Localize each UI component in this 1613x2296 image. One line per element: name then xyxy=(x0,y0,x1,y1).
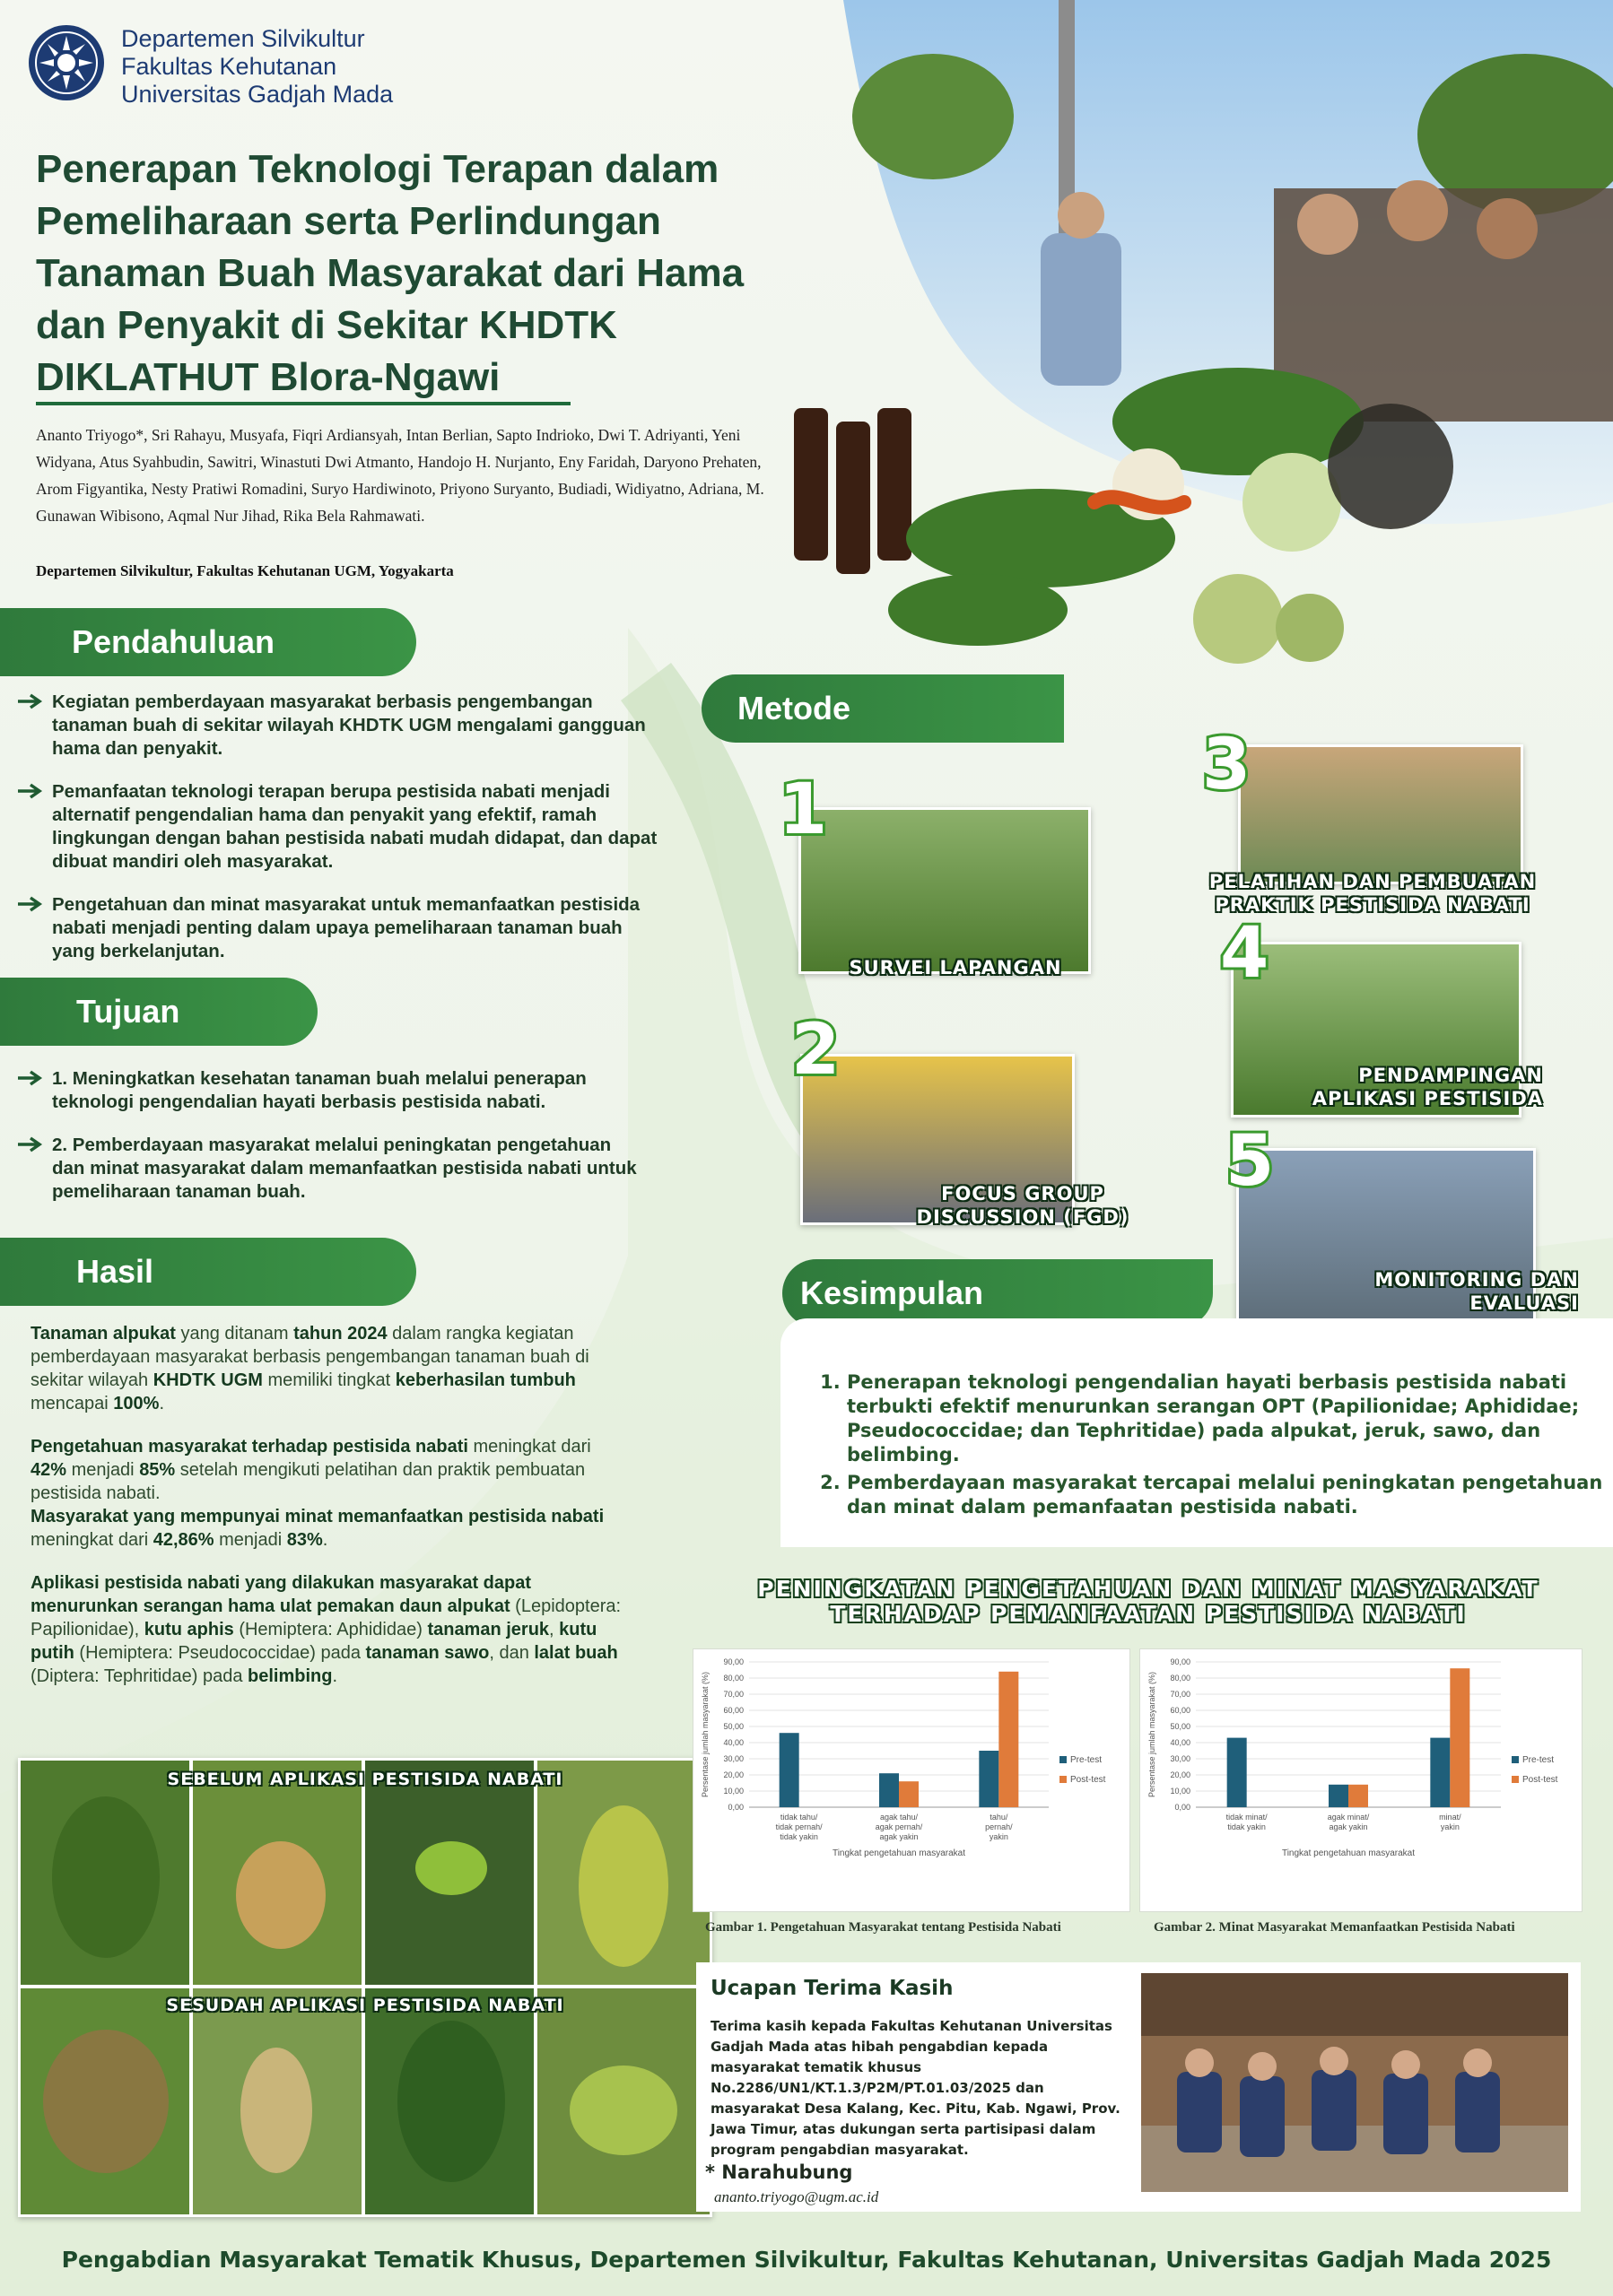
y-tick-label: 0,00 xyxy=(728,1803,744,1812)
arrow-bullet-icon xyxy=(18,783,45,799)
group-photo xyxy=(1141,1973,1568,2192)
bar-pre-test xyxy=(1430,1738,1450,1807)
hasil-span: . xyxy=(159,1394,164,1413)
bar-pre-test xyxy=(780,1733,799,1807)
hero-photo-collage xyxy=(772,0,1613,691)
hasil-bold: kutu putih xyxy=(31,1620,597,1663)
step-1-photo xyxy=(798,807,1091,974)
kesimpulan-item: 2. Pemberdayaan masyarakat tercapai melalui peningkatan pengetahuan dan minat dalam pemanfaatan pestisida nabati. xyxy=(847,1471,1609,1519)
hasil-text xyxy=(31,1322,623,1688)
after-label: SESUDAH APLIKASI PESTISIDA NABATI xyxy=(166,1996,564,2015)
hasil-bold: keberhasilan tumbuh xyxy=(395,1370,576,1390)
hasil-span: . xyxy=(322,1530,328,1550)
hasil-span: menjadi xyxy=(66,1460,140,1480)
hasil-span: (Diptera: Tephritidae) pada xyxy=(31,1666,248,1686)
thanks-body: Terima kasih kepada Fakultas Kehutanan Universitas Gadjah Mada atas hibah pengabdian kepada masyarakat tematik khusus No.2286/UN1/KT.1.3/P2M/PT.01.03/2025 dan masyarakat Desa Kalang, Kec. Pitu, Kab. Ngawi, Prov. Jawa Timur, atas dukungan serta partisipasi dalam program pengabdian masyarakat. xyxy=(711,2018,1120,2158)
y-tick-label: 90,00 xyxy=(1170,1657,1190,1666)
x-tick-label: agak yakin xyxy=(1329,1822,1368,1831)
institution-line: Departemen Silvikultur xyxy=(121,25,365,52)
before-after-grid xyxy=(18,1758,712,2217)
y-tick-label: 50,00 xyxy=(1170,1722,1190,1731)
title-line: Pemeliharaan serta Perlindungan xyxy=(36,199,661,243)
institution-line: Universitas Gadjah Mada xyxy=(121,81,394,108)
pendahuluan-item-text: Pemanfaatan teknologi terapan berupa pestisida nabati menjadi alternatif pengendalian hama dan penyakit yang efektif, ramah lingkungan dengan bahan pestisida nabati mudah didapat, dan dapat dibuat mandiri oleh masyarakat. xyxy=(52,781,658,872)
y-tick-label: 70,00 xyxy=(723,1690,744,1699)
hasil-bold: tanaman sawo xyxy=(365,1643,490,1663)
x-tick-label: agak minat/ xyxy=(1327,1813,1370,1822)
pendahuluan-list xyxy=(18,691,664,983)
legend-swatch xyxy=(1059,1756,1067,1763)
bar-post-test xyxy=(899,1781,919,1807)
hasil-span: mencapai xyxy=(31,1394,114,1413)
hasil-span: (Hemiptera: Aphididae) xyxy=(233,1620,428,1639)
y-tick-label: 0,00 xyxy=(1174,1803,1190,1812)
kesimpulan-heading xyxy=(782,1259,1213,1327)
title-line: DIKLATHUT Blora-Ngawi xyxy=(36,355,501,399)
poster-title xyxy=(36,144,772,404)
chart-2 xyxy=(1140,1649,1582,1911)
bar-pre-test xyxy=(979,1751,998,1807)
step-4-label: PENDAMPINGAN APLIKASI PESTISIDA xyxy=(1312,1065,1543,1109)
x-tick-label: tidak minat/ xyxy=(1225,1813,1268,1822)
chart-1-caption: Gambar 1. Pengetahuan Masyarakat tentang Pestisida Nabati xyxy=(705,1920,1061,1935)
step-3-label: PELATIHAN DAN PEMBUATAN PRAKTIK PESTISIDA NABATI xyxy=(1208,871,1537,916)
x-tick-label: tidak yakin xyxy=(1227,1822,1266,1831)
metode-heading xyxy=(702,674,1064,743)
x-tick-label: agak tahu/ xyxy=(879,1813,919,1822)
hasil-paragraph xyxy=(31,1571,623,1688)
y-tick-label: 80,00 xyxy=(1170,1674,1190,1683)
legend-swatch xyxy=(1512,1756,1519,1763)
hasil-bold: 83% xyxy=(286,1530,323,1550)
arrow-bullet-icon xyxy=(18,1136,45,1152)
y-tick-label: 70,00 xyxy=(1170,1690,1190,1699)
y-axis-label: Persentase jumlah masyarakat (%) xyxy=(701,1671,710,1798)
hasil-bold: KHDTK UGM xyxy=(153,1370,263,1390)
y-tick-label: 30,00 xyxy=(723,1754,744,1763)
title-line: Tanaman Buah Masyarakat dari Hama xyxy=(36,251,745,295)
hasil-span: meningkat dari xyxy=(467,1437,591,1457)
kesimpulan-heading-text: Kesimpulan xyxy=(800,1274,984,1311)
step-5-label: MONITORING DAN EVALUASI xyxy=(1374,1269,1579,1314)
contact-label: * Narahubung xyxy=(705,2161,853,2183)
hasil-bold: 42% xyxy=(31,1460,67,1480)
chart-2-caption: Gambar 2. Minat Masyarakat Memanfaatkan Pestisida Nabati xyxy=(1154,1920,1515,1935)
hasil-bold: Pengetahuan masyarakat terhadap pestisida nabati xyxy=(31,1437,468,1457)
hasil-span: (Hemiptera: Pseudococcidae) pada xyxy=(74,1643,366,1663)
title-underline xyxy=(36,402,571,405)
x-tick-label: agak yakin xyxy=(879,1832,919,1841)
tujuan-item-text: 1. Meningkatkan kesehatan tanaman buah melalui penerapan teknologi pengendalian hayati berbasis pestisida nabati. xyxy=(52,1068,587,1112)
arrow-bullet-icon xyxy=(18,693,45,709)
title-line: dan Penyakit di Sekitar KHDTK xyxy=(36,303,617,347)
y-tick-label: 30,00 xyxy=(1170,1754,1190,1763)
y-tick-label: 90,00 xyxy=(723,1657,744,1666)
tujuan-item xyxy=(18,1134,637,1204)
bar-pre-test xyxy=(1227,1738,1247,1807)
bar-post-test xyxy=(1348,1785,1368,1807)
charts-title-line: PENINGKATAN PENGETAHUAN DAN MINAT MASYARAKAT xyxy=(757,1576,1539,1602)
kesimpulan-list xyxy=(825,1370,1609,1523)
step-4-number: 4 xyxy=(1220,913,1269,994)
institution-line: Fakultas Kehutanan xyxy=(121,53,337,80)
pendahuluan-item xyxy=(18,691,664,761)
hasil-span: , xyxy=(549,1620,560,1639)
hasil-bold: tanaman jeruk xyxy=(427,1620,550,1639)
step-2-number: 2 xyxy=(791,1010,841,1091)
hasil-bold: Tanaman alpukat xyxy=(31,1324,176,1344)
x-tick-label: agak pernah/ xyxy=(875,1822,923,1831)
legend-label: Post-test xyxy=(1070,1775,1106,1785)
bar-pre-test xyxy=(1329,1785,1348,1807)
step-5-number: 5 xyxy=(1225,1121,1275,1202)
y-tick-label: 80,00 xyxy=(723,1674,744,1683)
hasil-span: yang ditanam xyxy=(175,1324,294,1344)
hasil-bold: alpukat xyxy=(447,1596,510,1616)
hasil-bold: Aplikasi pestisida nabati yang dilakukan masyarakat dapat menurunkan serangan hama ulat pemakan daun xyxy=(31,1573,531,1616)
hasil-bold: lalat buah xyxy=(534,1643,618,1663)
bar-pre-test xyxy=(879,1773,899,1807)
arrow-bullet-icon xyxy=(18,896,45,912)
hasil-span: , dan xyxy=(489,1643,535,1663)
chart-1-card xyxy=(693,1648,1130,1912)
step-3-photo xyxy=(1238,744,1523,884)
hasil-bold: 85% xyxy=(139,1460,176,1480)
y-tick-label: 50,00 xyxy=(723,1722,744,1731)
tujuan-item-text: 2. Pemberdayaan masyarakat melalui peningkatan pengetahuan dan minat masyarakat dalam memanfaatkan pestisida nabati untuk pemeliharaan tanaman buah. xyxy=(52,1135,637,1202)
x-tick-label: tidak yakin xyxy=(780,1832,818,1841)
pendahuluan-heading xyxy=(0,608,416,676)
tujuan-list xyxy=(18,1067,637,1223)
kesimpulan-box xyxy=(780,1318,1613,1547)
charts-title-line: TERHADAP PEMANFAATAN PESTISIDA NABATI xyxy=(830,1601,1467,1627)
hasil-span: meningkat dari xyxy=(31,1530,153,1550)
contact-email: ananto.triyogo@ugm.ac.id xyxy=(714,2188,879,2205)
title-line: Penerapan Teknologi Terapan dalam xyxy=(36,147,719,191)
legend-label: Post-test xyxy=(1522,1775,1558,1785)
arrow-bullet-icon xyxy=(18,1070,45,1086)
x-tick-label: tahu/ xyxy=(990,1813,1008,1822)
footer: Pengabdian Masyarakat Tematik Khusus, Departemen Silvikultur, Fakultas Kehutanan, Universitas Gadjah Mada 2025 xyxy=(61,2246,1552,2273)
affiliation: Departemen Silvikultur, Fakultas Kehutanan UGM, Yogyakarta xyxy=(36,562,454,579)
chart-1 xyxy=(693,1649,1129,1911)
x-tick-label: yakin xyxy=(989,1832,1008,1841)
hasil-bold: kutu aphis xyxy=(144,1620,234,1639)
hasil-span: dalam rangka kegiatan pemberdayaan masyarakat berbasis pengembangan tanaman buah di sekitar wilayah xyxy=(31,1324,589,1390)
legend-label: Pre-test xyxy=(1522,1755,1555,1765)
tujuan-item xyxy=(18,1067,637,1114)
hasil-bold: Masyarakat yang mempunyai minat memanfaatkan pestisida nabati xyxy=(31,1507,605,1526)
y-tick-label: 40,00 xyxy=(723,1738,744,1747)
y-tick-label: 40,00 xyxy=(1170,1738,1190,1747)
legend-swatch xyxy=(1512,1776,1519,1783)
pendahuluan-item-text: Kegiatan pemberdayaan masyarakat berbasis pengembangan tanaman buah di sekitar wilayah KHDTK UGM mengalami gangguan hama dan penyakit. xyxy=(52,691,646,759)
hasil-bold: belimbing xyxy=(248,1666,333,1686)
hasil-paragraph xyxy=(31,1505,623,1552)
ugm-logo xyxy=(27,23,106,102)
y-tick-label: 10,00 xyxy=(1170,1787,1190,1796)
tujuan-heading xyxy=(0,978,318,1046)
step-1-number: 1 xyxy=(779,770,828,850)
pendahuluan-item-text: Pengetahuan dan minat masyarakat untuk memanfaatkan pestisida nabati menjadi penting dalam upaya pemeliharaan tanaman buah yang berkelanjutan. xyxy=(52,894,641,961)
hasil-paragraph xyxy=(31,1322,623,1415)
authors: Ananto Triyogo*, Sri Rahayu, Musyafa, Fiqri Ardiansyah, Intan Berlian, Sapto Indrioko, Dwi T. Adriyanti, Yeni Widyana, Atus Syahbudin, Sawitri, Winastuti Dwi Atmanto, Handojo H. Nurjanto, Eny Faridah, Daryono Prehaten, Arom Figyantika, Nesty Pratiwi Romadini, Suryo Hardiwinoto, Priyono Suryanto, Budiadi, Widiyatno, Adriana, M. Gunawan Wibisono, Aqmal Nur Jihad, Rika Bela Rahmawati. xyxy=(36,426,764,525)
hasil-paragraph xyxy=(31,1435,623,1505)
x-tick-label: tidak tahu/ xyxy=(780,1813,818,1822)
x-tick-label: pernah/ xyxy=(985,1822,1013,1831)
kesimpulan-item: 1. Penerapan teknologi pengendalian hayati berbasis pestisida nabati terbukti efektif menurunkan serangan OPT (Papilionidae; Aphididae; Pseudococcidae; dan Tephritidae) pada alpukat, jeruk, sawo, dan belimbing. xyxy=(847,1370,1609,1467)
y-tick-label: 20,00 xyxy=(1170,1770,1190,1779)
hasil-span: memiliki tingkat xyxy=(262,1370,396,1390)
pendahuluan-item xyxy=(18,893,664,963)
hasil-bold: 42,86% xyxy=(153,1530,214,1550)
bar-post-test xyxy=(998,1672,1018,1807)
hasil-span: (Lepidoptera: Papilionidae), xyxy=(31,1596,622,1639)
y-tick-label: 60,00 xyxy=(1170,1706,1190,1715)
step-1-label: SURVEI LAPANGAN xyxy=(849,957,1062,978)
step-2-label: FOCUS GROUP DISCUSSION (FGD) xyxy=(916,1183,1129,1228)
chart-2-card xyxy=(1139,1648,1582,1912)
hasil-heading-text: Hasil xyxy=(76,1253,154,1290)
pendahuluan-item xyxy=(18,780,664,874)
before-label: SEBELUM APLIKASI PESTISIDA NABATI xyxy=(167,1770,563,1789)
y-axis-label: Persentase jumlah masyarakat (%) xyxy=(1147,1671,1156,1798)
x-tick-label: minat/ xyxy=(1439,1813,1461,1822)
institution-block xyxy=(121,25,393,109)
hasil-span: . xyxy=(332,1666,338,1686)
hasil-span: setelah mengikuti pelatihan dan praktik pembuatan pestisida nabati. xyxy=(31,1460,586,1503)
bar-post-test xyxy=(1450,1668,1469,1807)
hasil-bold: 100% xyxy=(113,1394,160,1413)
thanks-heading: Ucapan Terima Kasih xyxy=(711,1977,954,2000)
charts-title xyxy=(700,1577,1597,1627)
hasil-heading xyxy=(0,1238,416,1306)
legend-swatch xyxy=(1059,1776,1067,1783)
before-after-photos xyxy=(21,1761,710,2214)
hasil-bold: tahun 2024 xyxy=(293,1324,388,1344)
metode-heading-text: Metode xyxy=(737,690,850,726)
x-tick-label: tidak pernah/ xyxy=(775,1822,823,1831)
x-tick-label: yakin xyxy=(1440,1822,1460,1831)
x-axis-label: Tingkat pengetahuan masyarakat xyxy=(832,1848,966,1858)
hasil-span: menjadi xyxy=(214,1530,287,1550)
tujuan-heading-text: Tujuan xyxy=(76,993,180,1030)
step-3-number: 3 xyxy=(1202,725,1251,805)
legend-label: Pre-test xyxy=(1070,1755,1103,1765)
y-tick-label: 20,00 xyxy=(723,1770,744,1779)
x-axis-label: Tingkat pengetahuan masyarakat xyxy=(1281,1848,1416,1858)
pendahuluan-heading-text: Pendahuluan xyxy=(72,623,275,660)
thanks-box xyxy=(696,1962,1581,2212)
y-tick-label: 60,00 xyxy=(723,1706,744,1715)
y-tick-label: 10,00 xyxy=(723,1787,744,1796)
